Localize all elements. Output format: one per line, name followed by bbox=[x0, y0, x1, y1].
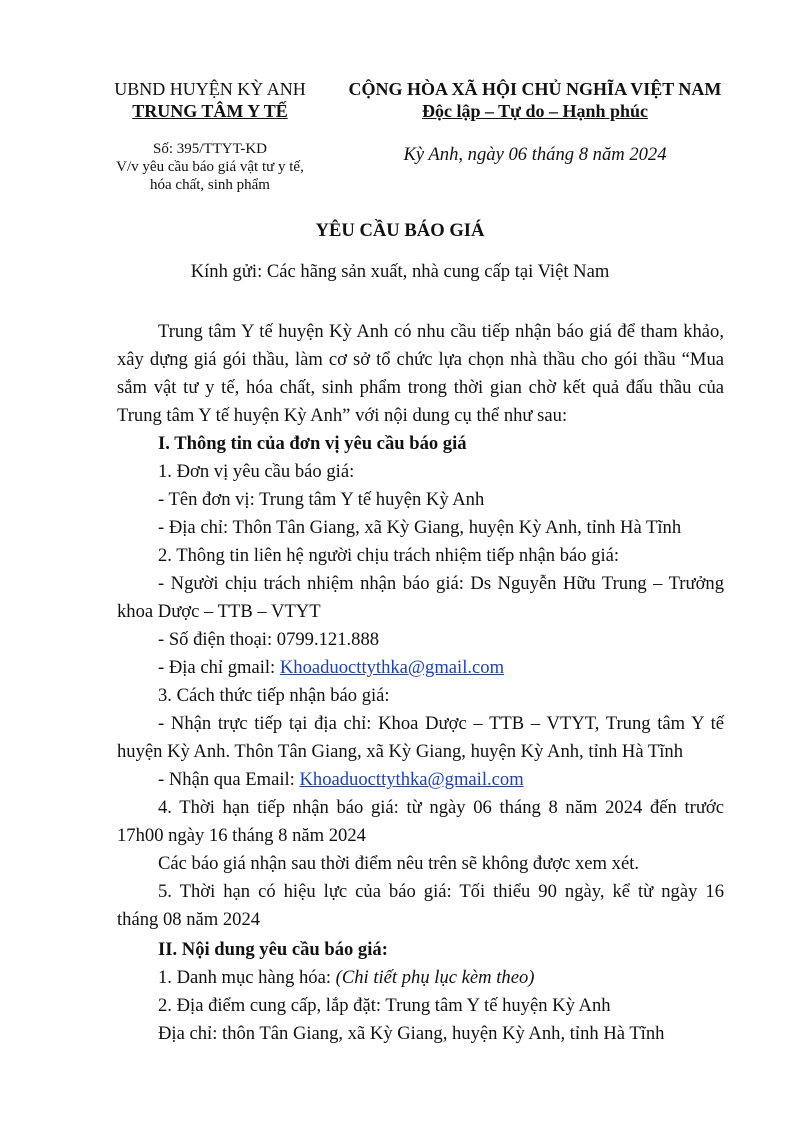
contact-person-line-1: - Người chịu trách nhiệm nhận báo giá: Ds Nguyễn Hữu Trung – Trưởng bbox=[158, 573, 724, 594]
gmail-link[interactable]: Khoaduocttythka@gmail.com bbox=[279, 657, 505, 678]
section-1-item-1: 1. Đơn vị yêu cầu báo giá: bbox=[158, 461, 355, 482]
email-receipt bbox=[158, 766, 524, 794]
section-1-heading: I. Thông tin của đơn vị yêu cầu báo giá bbox=[158, 433, 467, 454]
gmail-label: - Địa chỉ gmail: bbox=[158, 657, 280, 678]
section-2-heading: II. Nội dung yêu cầu báo giá: bbox=[158, 939, 388, 960]
unit-name: - Tên đơn vị: Trung tâm Y tế huyện Kỳ Anh bbox=[158, 489, 485, 510]
intro-line-3: sắm vật tư y tế, hóa chất, sinh phẩm trong thời gian chờ kết quả đấu thầu của bbox=[117, 377, 724, 398]
place-date: Kỳ Anh, ngày 06 tháng 8 năm 2024 bbox=[403, 144, 667, 165]
email-label: - Nhận qua Email: bbox=[158, 769, 300, 790]
section-1-item-4-line-1: 4. Thời hạn tiếp nhận báo giá: từ ngày 06 tháng 8 năm 2024 đến trước bbox=[158, 797, 724, 818]
contact-phone: - Số điện thoại: 0799.121.888 bbox=[158, 629, 380, 650]
document-title: YÊU CẦU BÁO GIÁ bbox=[315, 220, 485, 241]
contact-gmail bbox=[158, 654, 504, 682]
goods-list-note: (Chi tiết phụ lục kèm theo) bbox=[335, 967, 535, 988]
intro-line-1: Trung tâm Y tế huyện Kỳ Anh có nhu cầu tiếp nhận báo giá để tham khảo, bbox=[158, 321, 724, 342]
delivery-address: Địa chỉ: thôn Tân Giang, xã Kỳ Giang, huyện Kỳ Anh, tỉnh Hà Tĩnh bbox=[158, 1023, 665, 1044]
section-2-item-1 bbox=[158, 964, 534, 992]
document-subject-line2: hóa chất, sinh phẩm bbox=[150, 177, 270, 193]
direct-receipt-line-1: - Nhận trực tiếp tại địa chỉ: Khoa Dược – TTB – VTYT, Trung tâm Y tế bbox=[158, 713, 724, 734]
section-2-item-2: 2. Địa điểm cung cấp, lắp đặt: Trung tâm Y tế huyện Kỳ Anh bbox=[158, 995, 611, 1016]
intro-line-4: Trung tâm Y tế huyện Kỳ Anh” với nội dung cụ thể như sau: bbox=[117, 405, 568, 426]
late-submission-note: Các báo giá nhận sau thời điểm nêu trên sẽ không được xem xét. bbox=[158, 853, 640, 874]
intro-line-2: xây dựng giá gói thầu, làm cơ sở tổ chức lựa chọn nhà thầu cho gói thầu “Mua bbox=[117, 349, 724, 370]
issuing-authority: UBND HUYỆN KỲ ANH bbox=[114, 79, 306, 99]
email-link[interactable]: Khoaduocttythka@gmail.com bbox=[299, 769, 524, 790]
section-1-item-2: 2. Thông tin liên hệ người chịu trách nhiệm tiếp nhận báo giá: bbox=[158, 545, 620, 566]
section-1-item-5-line-1: 5. Thời hạn có hiệu lực của báo giá: Tối thiểu 90 ngày, kể từ ngày 16 bbox=[158, 881, 724, 902]
recipient-line: Kính gửi: Các hãng sản xuất, nhà cung cấp tại Việt Nam bbox=[190, 261, 610, 282]
goods-list-label: 1. Danh mục hàng hóa: bbox=[158, 967, 336, 988]
unit-address: - Địa chỉ: Thôn Tân Giang, xã Kỳ Giang, huyện Kỳ Anh, tỉnh Hà Tĩnh bbox=[158, 517, 682, 538]
national-motto: Độc lập – Tự do – Hạnh phúc bbox=[421, 101, 649, 121]
document-subject-line1: V/v yêu cầu báo giá vật tư y tế, bbox=[116, 159, 304, 175]
direct-receipt-line-2: huyện Kỳ Anh. Thôn Tân Giang, xã Kỳ Giang, huyện Kỳ Anh, tỉnh Hà Tĩnh bbox=[117, 741, 684, 762]
document-number: Số: 395/TTYT-KD bbox=[152, 141, 268, 157]
section-1-item-4-line-2: 17h00 ngày 16 tháng 8 năm 2024 bbox=[117, 825, 366, 846]
issuing-organization: TRUNG TÂM Y TẾ bbox=[132, 101, 288, 121]
national-title: CỘNG HÒA XÃ HỘI CHỦ NGHĨA VIỆT NAM bbox=[348, 79, 722, 99]
section-1-item-3: 3. Cách thức tiếp nhận báo giá: bbox=[158, 685, 390, 706]
contact-person-line-2: khoa Dược – TTB – VTYT bbox=[117, 601, 321, 622]
section-1-item-5-line-2: tháng 08 năm 2024 bbox=[117, 909, 261, 930]
